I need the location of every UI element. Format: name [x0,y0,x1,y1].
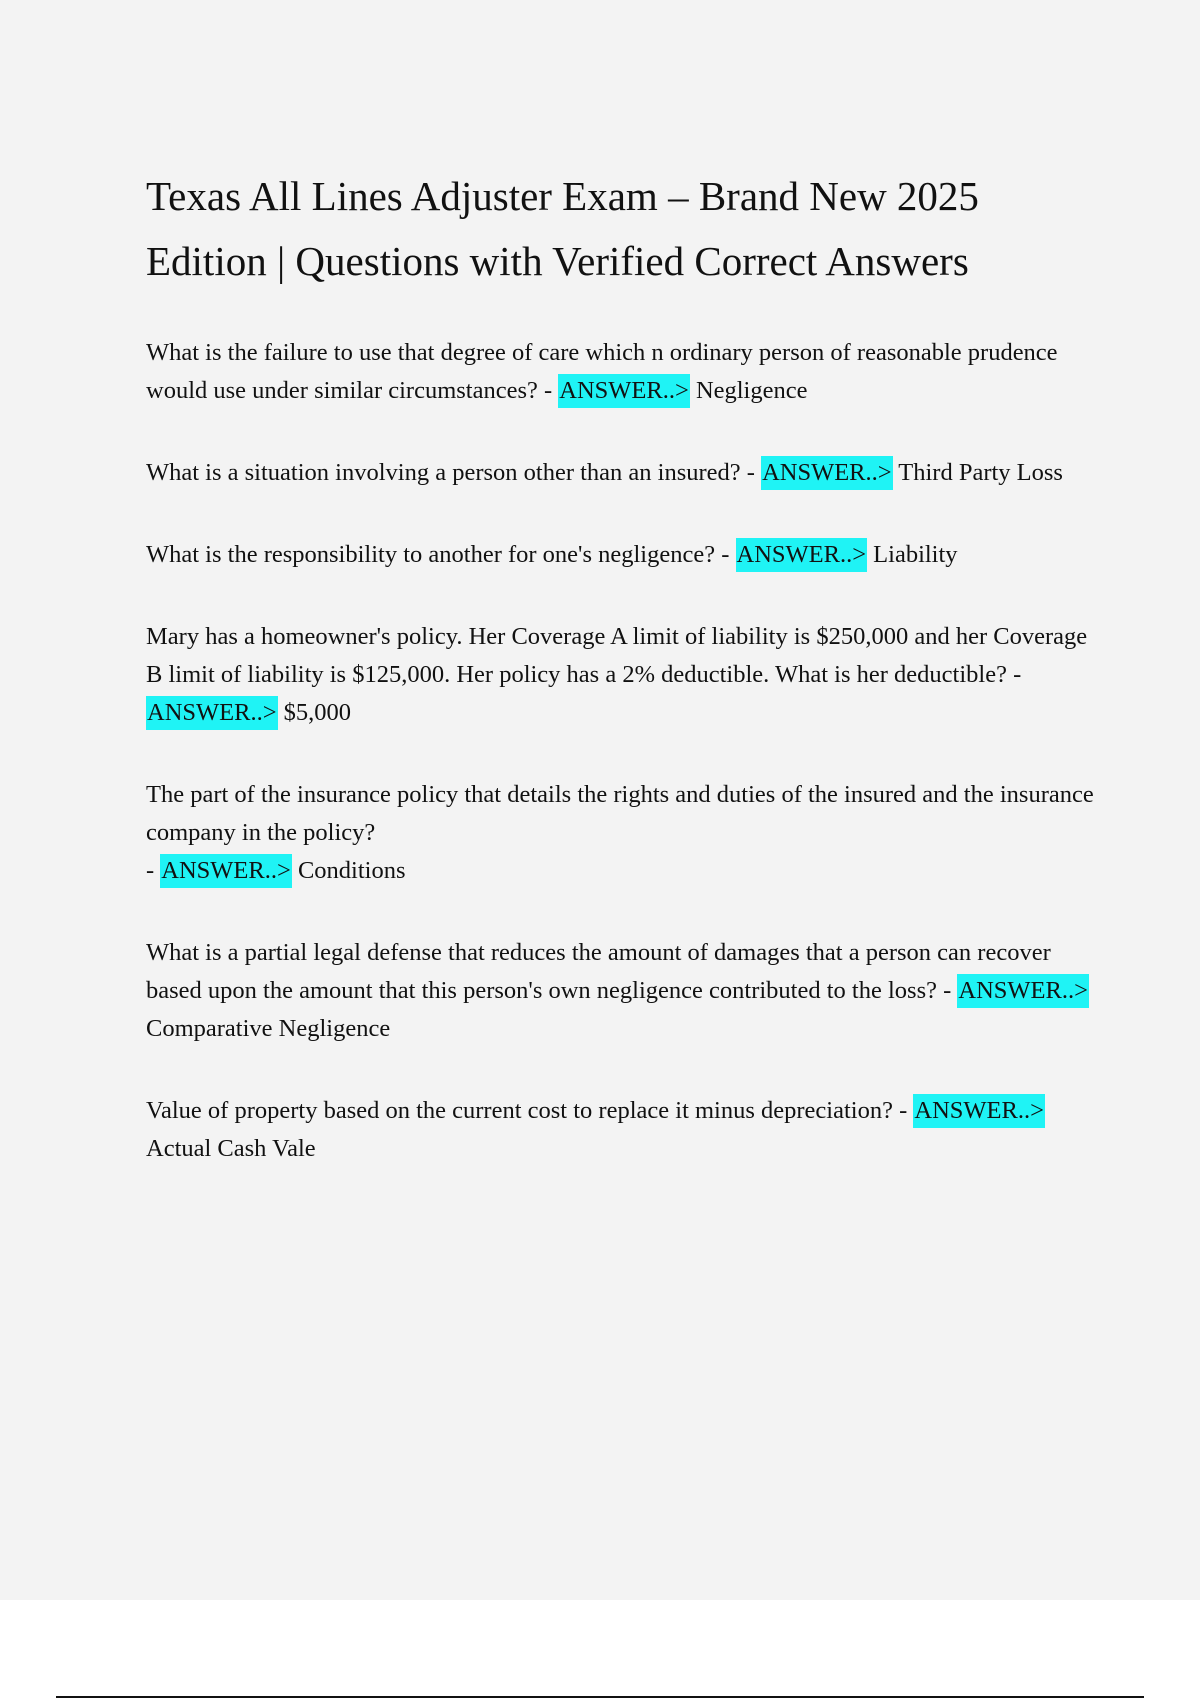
footer-divider [56,1696,1144,1698]
answer-text: Liability [873,541,958,568]
answer-text: Comparative Negligence [146,1015,391,1042]
qa-item-4 [146,618,1096,732]
answer-highlight-tag: ANSWER..> [761,456,893,490]
question-text: Mary has a homeowner's policy. Her Coverage A limit of liability is $250,000 and her Coverage B limit of liability is $125,000. Her policy has a 2% deductible. What is her deductible? - [146,623,1088,688]
answer-highlight-tag: ANSWER..> [957,974,1089,1008]
qa-item-5 [146,776,1096,890]
answer-highlight-tag: ANSWER..> [913,1094,1045,1128]
question-text: What is a partial legal defense that reduces the amount of damages that a person can recover based upon the amount that this person's own negligence contributed to the loss? - [146,939,1051,1004]
qa-item-2 [146,454,1096,492]
question-text: Value of property based on the current cost to replace it minus depreciation? - [146,1097,908,1124]
qa-item-7 [146,1092,1096,1168]
answer-highlight-tag: ANSWER..> [558,374,690,408]
question-text: The part of the insurance policy that details the rights and duties of the insured and the insurance company in the policy? [146,781,1094,846]
qa-item-6 [146,934,1096,1048]
document-content [146,164,1096,1212]
qa-item-1 [146,334,1096,410]
question-text: What is the responsibility to another for one's negligence? - [146,541,730,568]
question-text: What is a situation involving a person other than an insured? - [146,459,755,486]
answer-highlight-tag: ANSWER..> [160,854,292,888]
answer-text: Third Party Loss [898,459,1063,486]
answer-highlight-tag: ANSWER..> [736,538,868,572]
answer-text: Actual Cash Vale [146,1135,316,1162]
document-title: Texas All Lines Adjuster Exam – Brand New 2025 Edition | Questions with Verified Correct Answers [146,173,979,284]
answer-text: $5,000 [283,699,352,726]
qa-item-3 [146,536,1096,574]
answer-text: Conditions [297,857,406,884]
answer-text: Negligence [695,377,808,404]
question-text: What is the failure to use that degree of care which n ordinary person of reasonable prudence would use under similar circumstances? - [146,339,1058,404]
answer-prefix: - [146,857,155,884]
answer-highlight-tag: ANSWER..> [146,696,278,730]
